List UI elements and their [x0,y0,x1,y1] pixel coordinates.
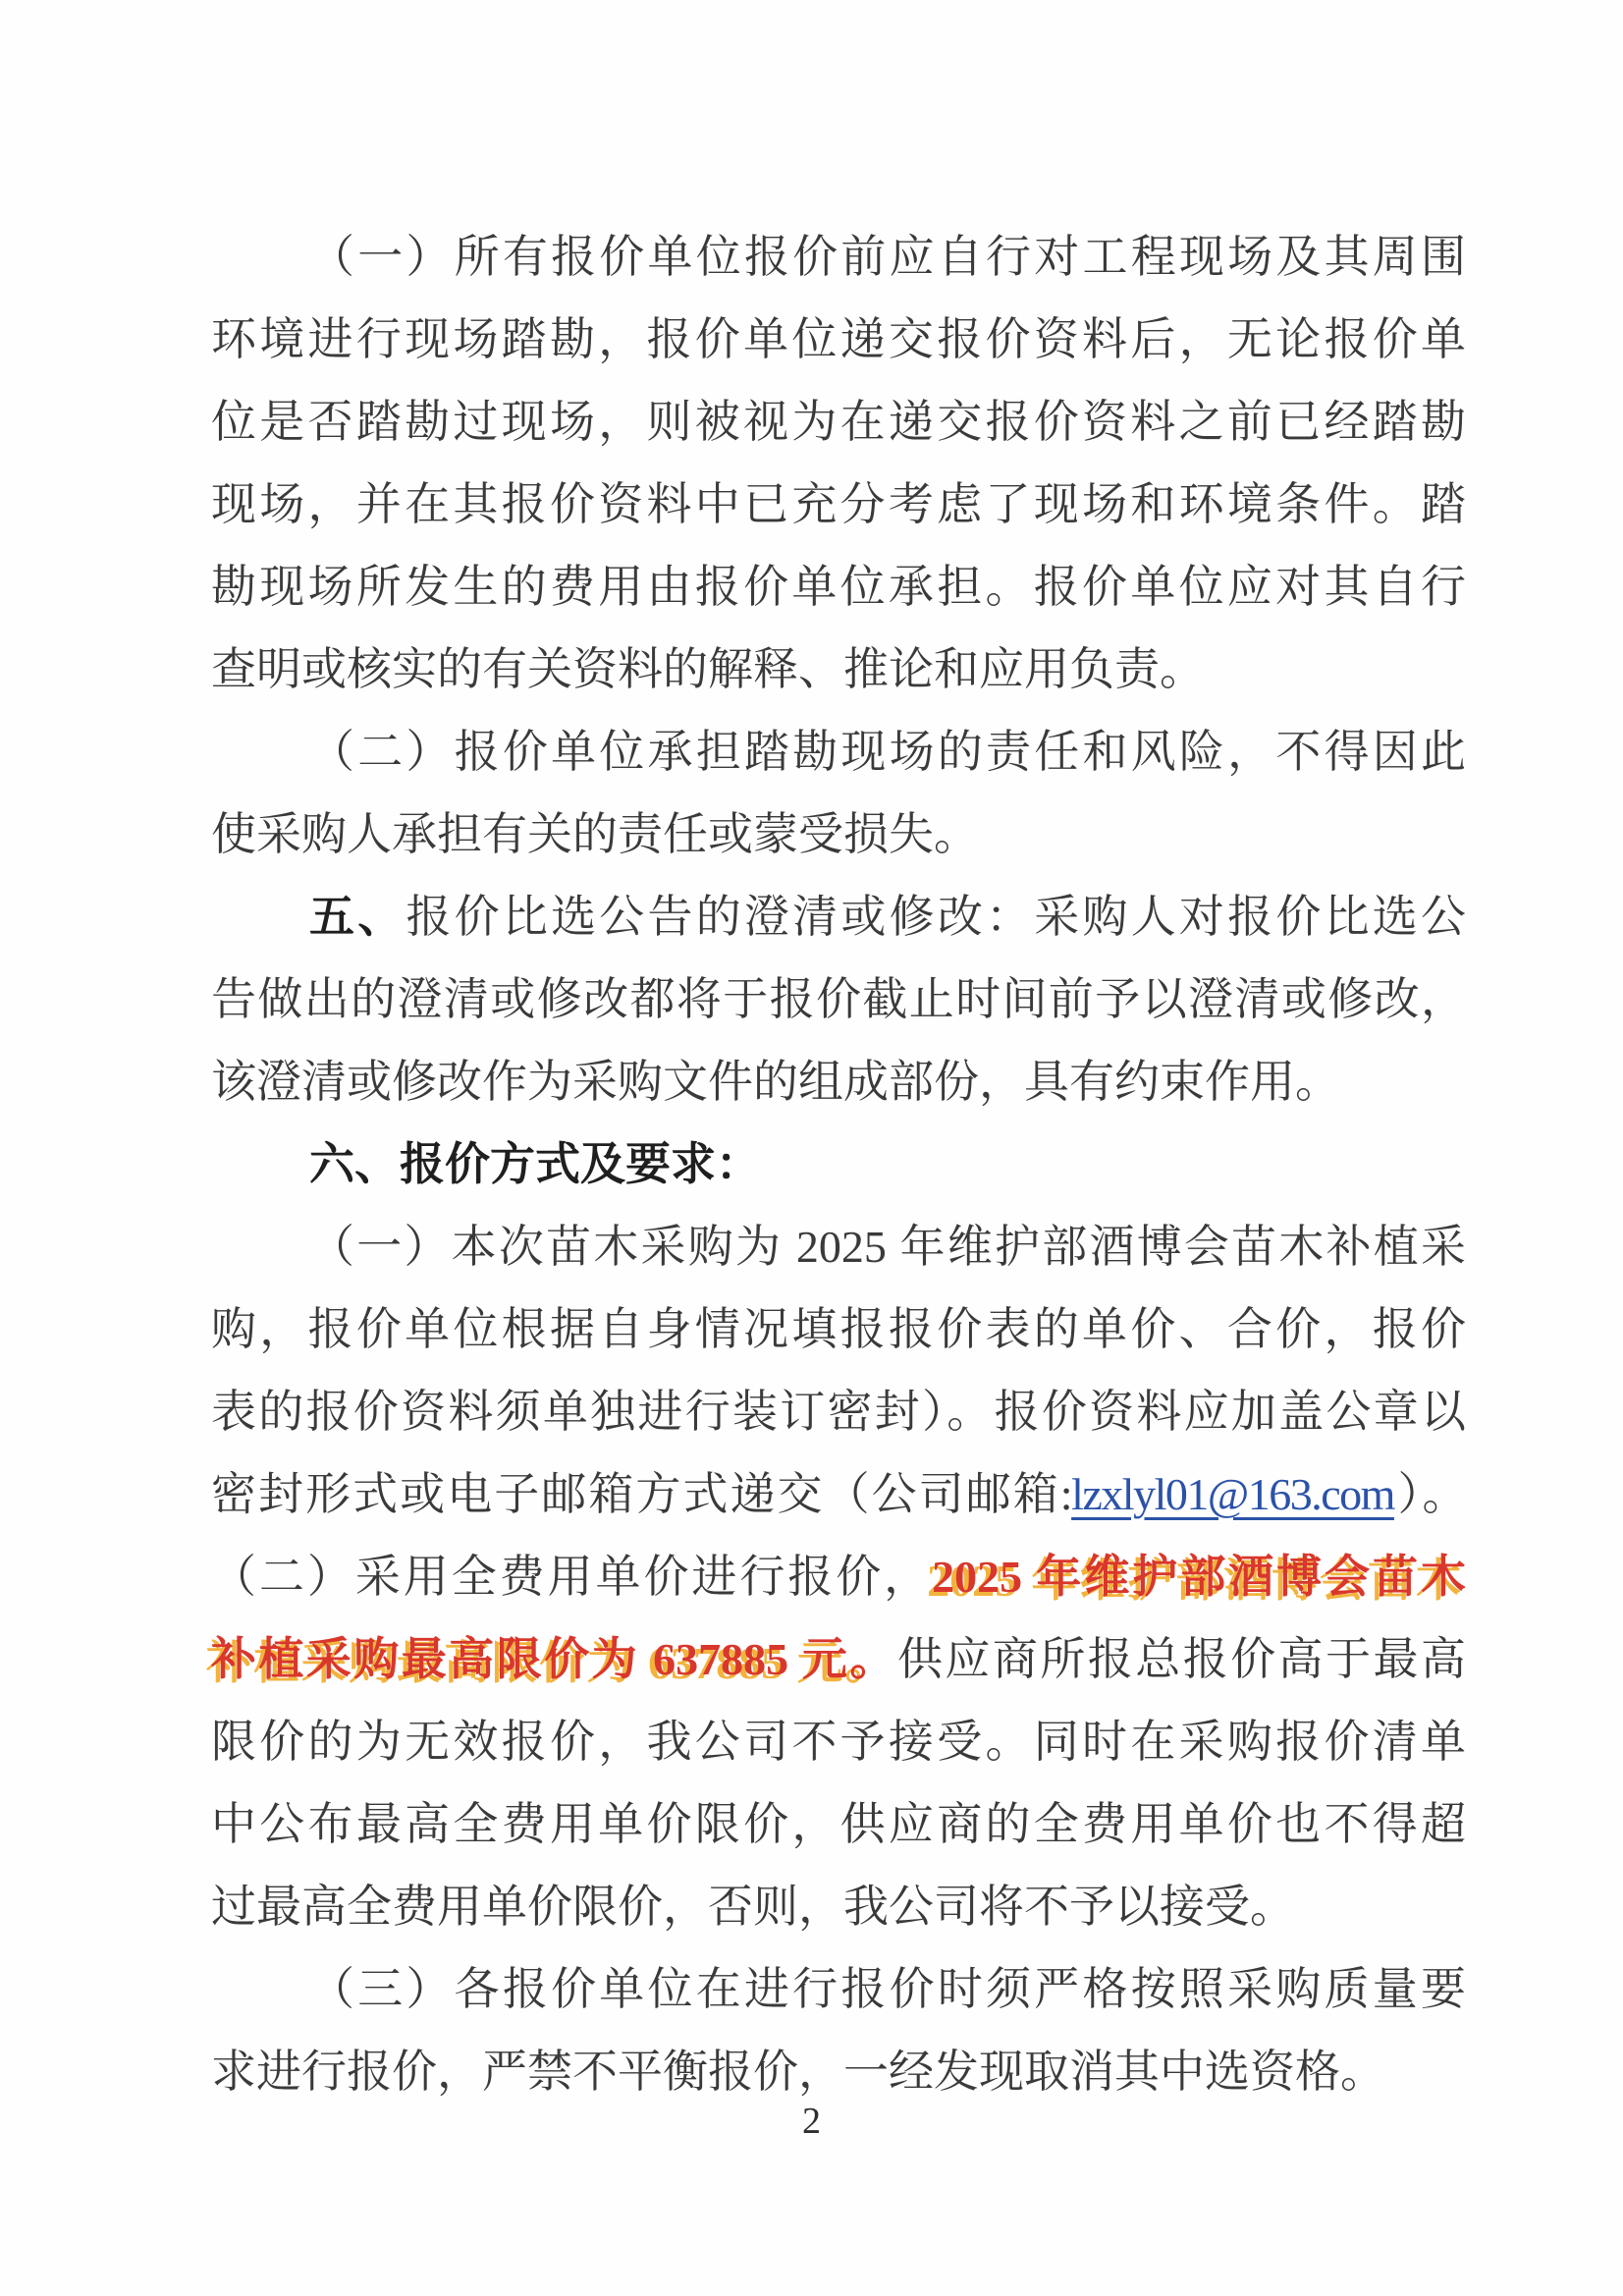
body-text: 中公布最高全费用单价限价，供应商的全费用单价也不得超 [211,1799,1466,1849]
body-text: （一）本次苗木采购为 2025 年维护部酒博会苗木补植采 [309,1222,1466,1272]
text-line [211,629,1466,711]
text-line [211,1206,1466,1288]
text-line [211,1618,1466,1701]
body-text: 告做出的澄清或修改都将于报价截止时间前予以澄清或修改， [211,974,1466,1024]
text-line [211,381,1466,464]
body-text: 密封形式或电子邮箱方式递交（公司邮箱: [211,1469,1072,1519]
highlight-price-text: 2025 年维护部酒博会苗木 [932,1552,1466,1602]
body-text: 现场，并在其报价资料中已充分考虑了现场和环境条件。踏 [211,479,1466,529]
highlight-price-text: 补植采购最高限价为 637885 元。 [211,1634,897,1684]
text-line [211,793,1466,876]
body-text: （二）报价单位承担踏勘现场的责任和风险，不得因此 [309,727,1466,777]
body-text: 限价的为无效报价，我公司不予接受。同时在采购报价清单 [211,1717,1466,1767]
text-line [211,1783,1466,1866]
text-line [211,958,1466,1041]
email-link[interactable]: lzxlyl01@163.com [1071,1469,1394,1519]
body-text: 查明或核实的有关资料的解释、推论和应用负责。 [211,644,1205,694]
text-line [211,299,1466,381]
body-text: 该澄清或修改作为采购文件的组成部份，具有约束作用。 [211,1057,1340,1107]
body-text: 供应商所报总报价高于最高 [896,1634,1467,1684]
text-line [211,1453,1466,1536]
body-text: 表的报价资料须单独进行装订密封）。报价资料应加盖公章以 [211,1387,1466,1437]
document-body [211,216,1466,2113]
text-line [211,1123,1466,1206]
page-number: 2 [802,2101,821,2142]
text-line [211,216,1466,299]
body-text: （一）所有报价单位报价前应自行对工程现场及其周围 [309,232,1466,282]
text-line [211,1948,1466,2031]
text-line [211,546,1466,629]
body-text: 勘现场所发生的费用由报价单位承担。报价单位应对其自行 [211,562,1466,612]
text-line [211,876,1466,958]
body-text: 过最高全费用单价限价，否则，我公司将不予以接受。 [211,1882,1295,1932]
body-text: ）。 [1393,1469,1467,1519]
body-text: 购，报价单位根据自身情况填报报价表的单价、合价，报价 [211,1304,1466,1354]
body-text: （二）采用全费用单价进行报价， [211,1552,933,1602]
text-line [211,1701,1466,1783]
text-line [211,1041,1466,1123]
text-line [211,464,1466,546]
section-heading-text: 六、报价方式及要求： [309,1139,761,1189]
body-text: 位是否踏勘过现场，则被视为在递交报价资料之前已经踏勘 [211,397,1466,447]
text-line [211,1536,1466,1618]
text-line [211,1288,1466,1371]
body-text: 使采购人承担有关的责任或蒙受损失。 [211,809,979,859]
body-text: 环境进行现场踏勘，报价单位递交报价资料后，无论报价单 [211,314,1466,364]
body-text: 报价比选公告的澄清或修改：采购人对报价比选公 [406,892,1467,942]
text-line [211,1866,1466,1948]
text-line [211,711,1466,793]
section-heading-text: 五、 [309,892,406,942]
body-text: 求进行报价，严禁不平衡报价，一经发现取消其中选资格。 [211,2047,1385,2097]
text-line [211,1371,1466,1453]
body-text: （三）各报价单位在进行报价时须严格按照采购质量要 [309,1964,1466,2014]
